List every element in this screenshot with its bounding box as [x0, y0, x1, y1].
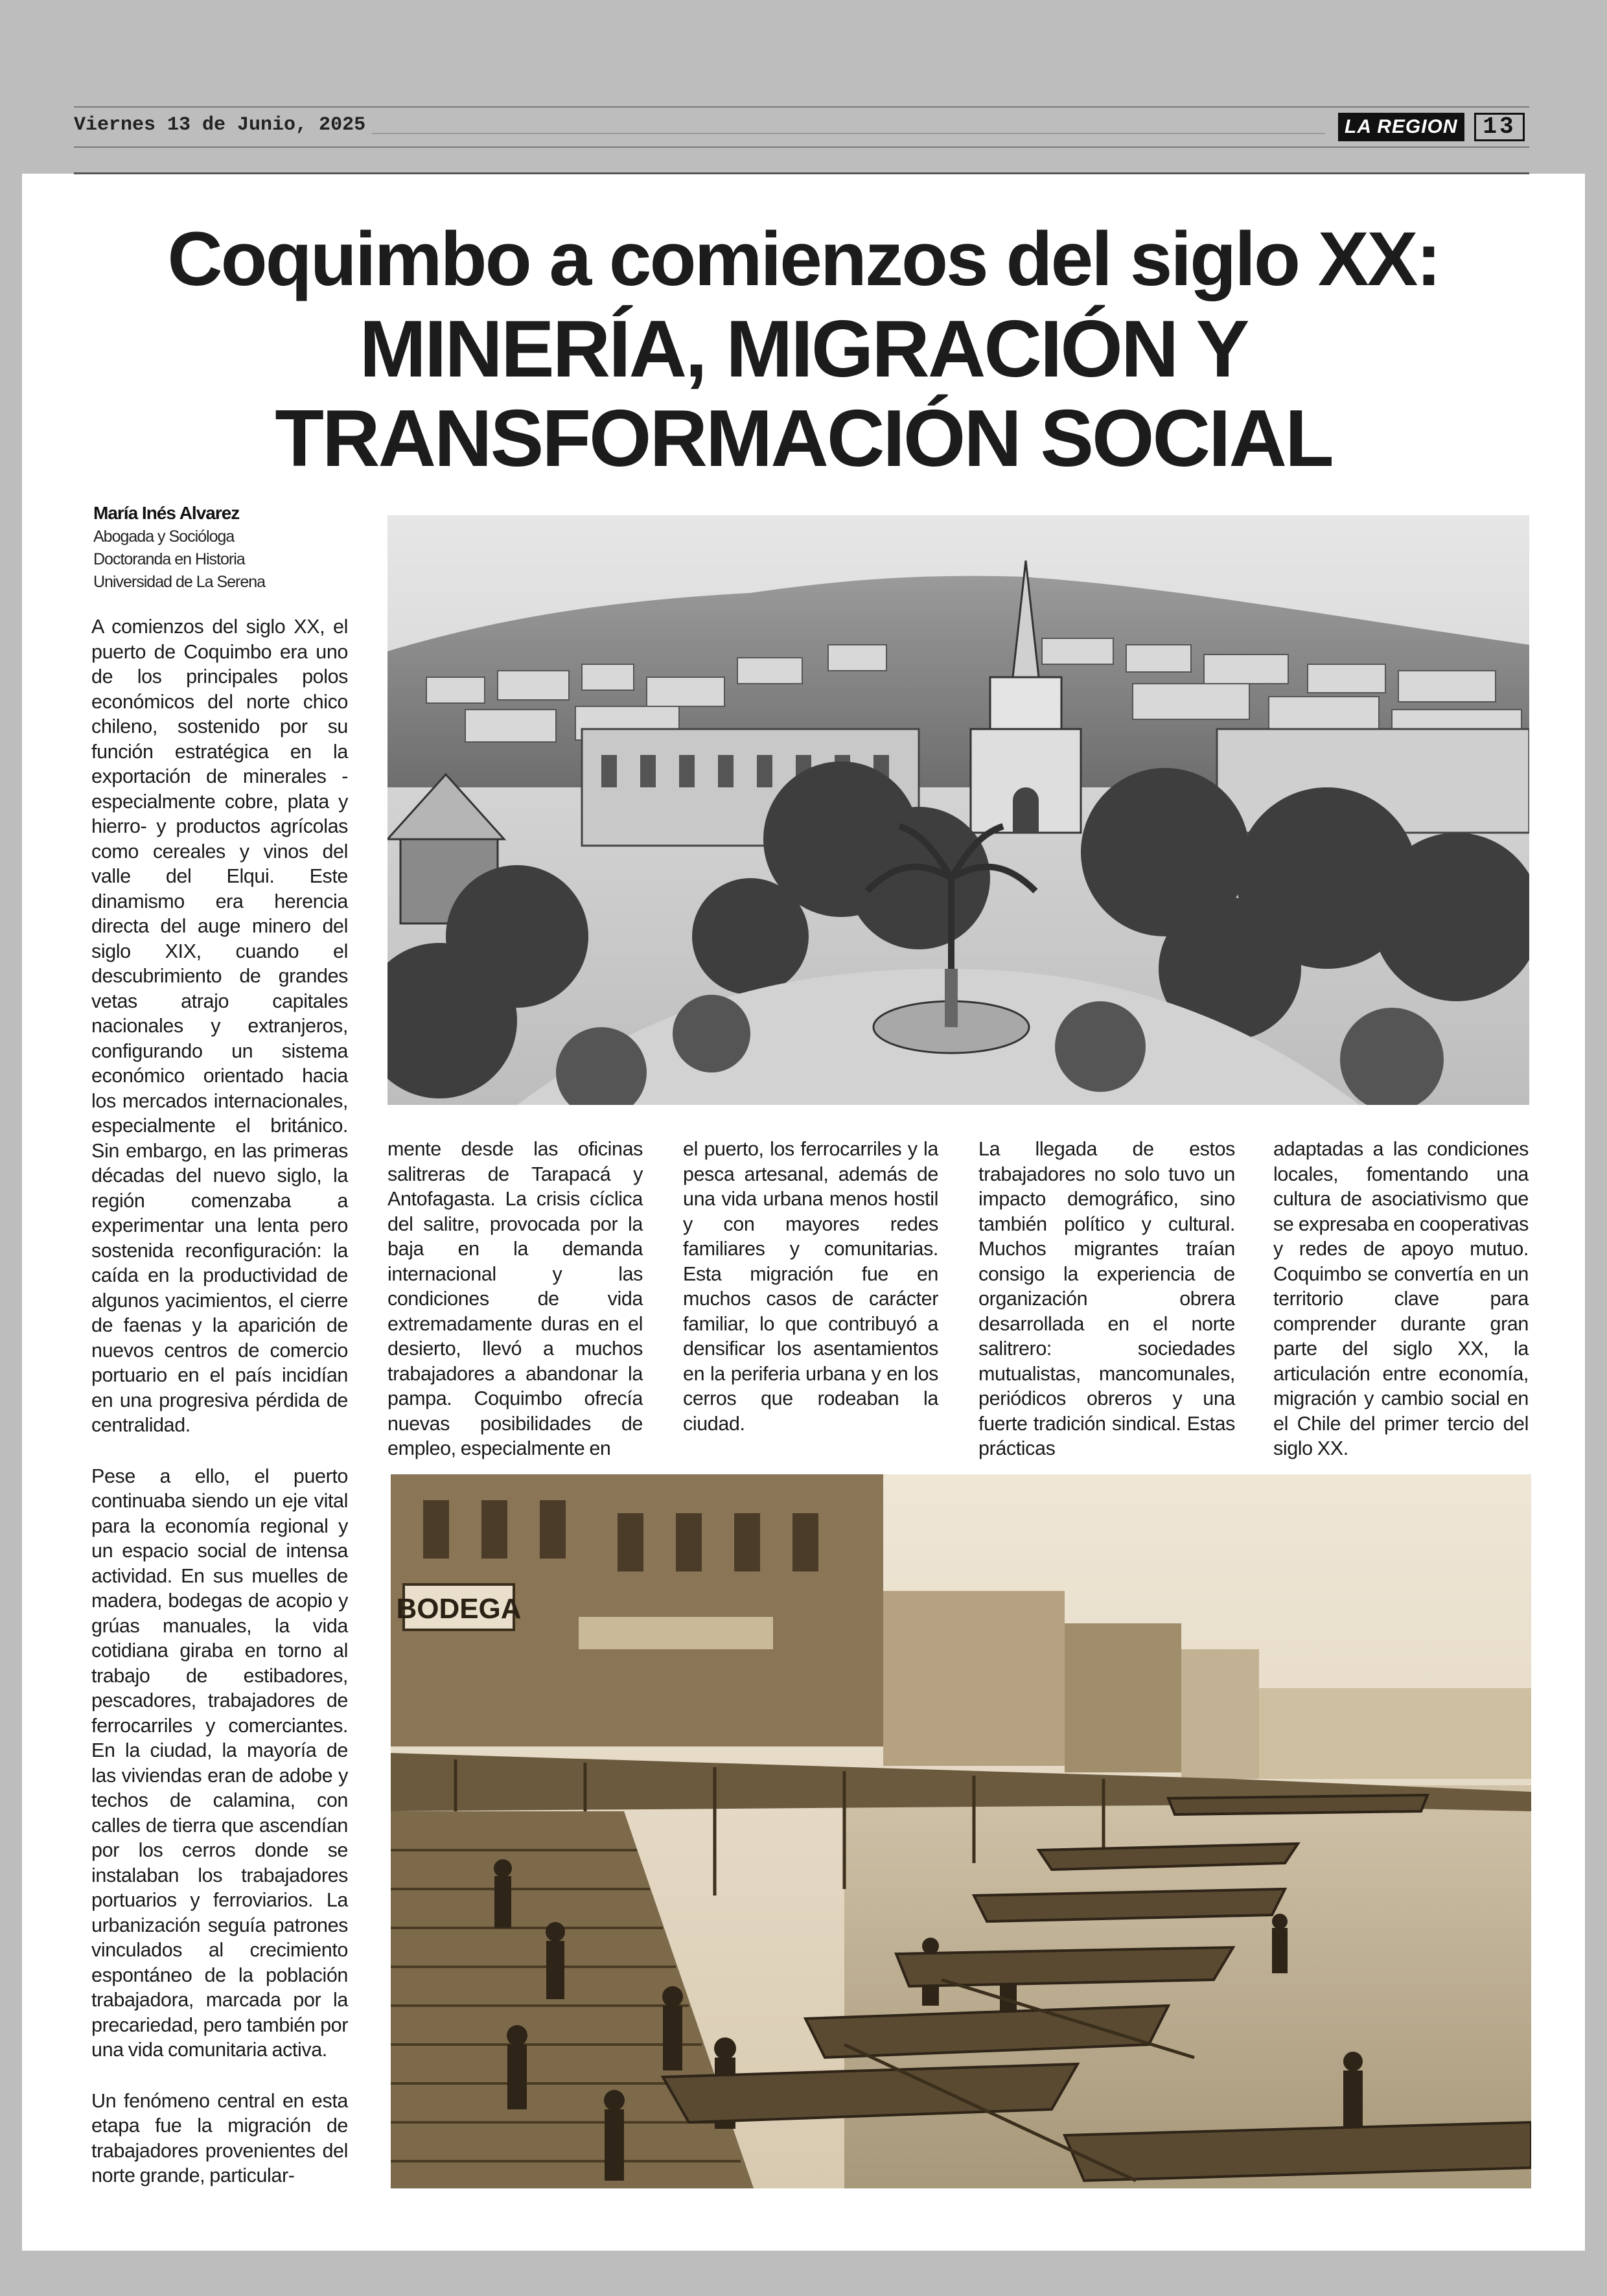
headline-line-1: Coquimbo a comienzos del siglo XX:	[167, 216, 1440, 302]
plaza-photo-icon	[387, 515, 1529, 1105]
headline	[65, 214, 1542, 483]
page-number: 13	[1474, 113, 1525, 141]
harbor-photo-icon	[391, 1474, 1531, 2188]
masthead-logo: LA REGION	[1338, 113, 1464, 141]
article-column-3: el puerto, los ferrocarriles y la pesca artesanal, además de una vida urbana menos hostil y con mayores redes familiares y comunitarias. Esta migración fue en muchos casos de carácter familiar, lo que contribuyó a densificar los asentamientos en la periferia urbana y en los cerros que rodeaban la ciudad.	[683, 1138, 938, 1435]
article-column-5: adaptadas a las condiciones locales, fomentando una cultura de asociativismo que se expresaba en cooperativas y redes de apoyo mutuo. Coquimbo se convertía en un territorio clave para comprender durante gran parte del siglo XX, la articulación entre economía, migración y cambio social en el Chile del primer tercio del siglo XX.	[1273, 1138, 1529, 1459]
author-name: María Inés Alvarez	[93, 503, 240, 523]
plaza-photo	[387, 515, 1529, 1105]
header-rule-top	[74, 106, 1529, 108]
byline	[93, 501, 365, 594]
bodega-sign: BODEGA	[396, 1593, 522, 1625]
issue-date: Viernes 13 de Junio, 2025	[74, 114, 372, 136]
paragraph-2: Pese a ello, el puerto continuaba siendo un eje vital para la economía regional y un espacio social de intensa actividad. En sus muelles de madera, bodegas de acopio y grúas manuales, la vida cotidiana giraba en torno al trabajo de estibadores, pescadores, trabajadores de ferrocarriles y comerciantes. En la ciudad, la mayoría de las viviendas eran de adobe y techos de calamina, con calles de tierra que ascendían por los cerros donde se instalaban los trabajadores portuarios y ferroviarios. La urbanización seguía patrones vinculados al crecimiento espontáneo de la población trabajadora, marcada por la precariedad, pero también por una vida comunitaria activa.	[91, 1465, 348, 2061]
bottom-margin	[0, 2251, 1607, 2296]
headline-line-3: TRANSFORMACIÓN SOCIAL	[275, 394, 1332, 483]
article-column-2: mente desde las oficinas salitreras de Tarapacá y Antofagasta. La crisis cíclica del salitre, provocada por la baja en la demanda internacional y las condiciones de vida extremadamente duras en el desierto, llevó a muchos trabajadores a abandonar la pampa. Coquimbo ofrecía nuevas posibilidades de empleo, especialmente en	[387, 1138, 643, 1459]
paragraph-3: Un fenómeno central en esta etapa fue la migración de trabajadores provenientes del norte grande, particular-	[91, 2089, 348, 2186]
author-role-2: Doctoranda en Historia	[93, 550, 245, 568]
paragraph-1: A comienzos del siglo XX, el puerto de Coquimbo era uno de los principales polos económicos del norte chico chileno, sostenido por su función estratégica en la exportación de minerales -especialmente cobre, plata y hierro- y productos agrícolas como cereales y vinos del valle del Elqui. Este dinamismo era herencia directa del auge minero del siglo XIX, cuando el descubrimiento de grandes vetas atrajo capitales nacionales y extranjeros, configurando un sistema económico orientado hacia los mercados internacionales, especialmente el británico. Sin embargo, en las primeras décadas del nuevo siglo, la región comenzaba a experimentar una lenta pero sostenida reconfiguración: la caída en la productividad de algunos yacimientos, el cierre de faenas y la aparición de nuevos centros de comercio portuario en el país incidían en una progresiva pérdida de centralidad.	[91, 616, 348, 1436]
author-role-3: Universidad de La Serena	[93, 573, 266, 591]
article-column-1	[91, 614, 348, 2214]
headline-line-2: MINERÍA, MIGRACIÓN Y	[359, 305, 1248, 394]
page-top-rule	[74, 172, 1529, 174]
header-rule-mid	[324, 133, 1325, 134]
article-column-4: La llegada de estos trabajadores no solo tuvo un impacto demográfico, sino también político y cultural. Muchos migrantes traían consigo la experiencia de organización obrera desarrollada en el norte salitrero: sociedades mutualistas, mancomunales, periódicos obreros y una fuerte tradición sindical. Estas prácticas	[978, 1138, 1235, 1459]
harbor-photo	[391, 1474, 1531, 2188]
author-role-1: Abogada y Socióloga	[93, 528, 235, 546]
header-rule-bottom	[74, 146, 1529, 148]
